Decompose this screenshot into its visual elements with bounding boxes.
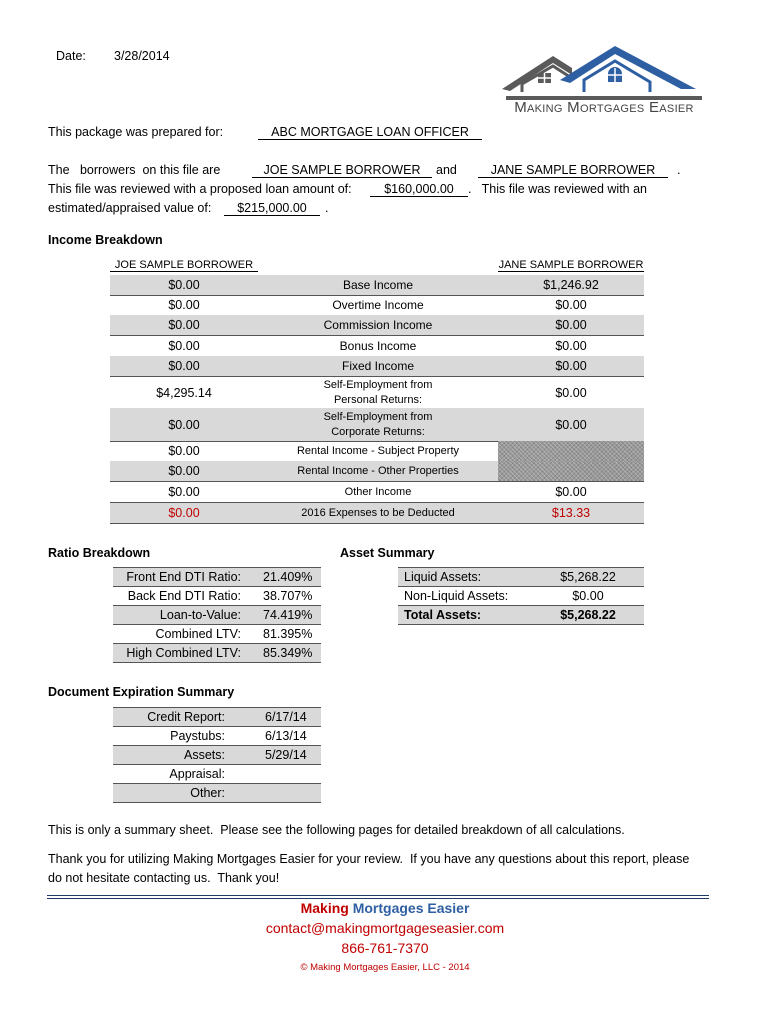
income-row-overtime [110, 295, 644, 316]
income-label-line1: Self-Employment from [323, 410, 433, 423]
thank-you-line2: do not hesitate contacting us. Thank you! [48, 871, 280, 885]
period-3: . [325, 201, 329, 215]
ratio-value: 38.707% [263, 589, 313, 603]
ratio-value: 85.349% [263, 646, 313, 660]
footer-brand-word1: Making [300, 900, 349, 916]
income-label: Rental Income - Other Properties [297, 465, 459, 477]
ratio-label: Loan-to-Value: [159, 608, 241, 622]
income-label [258, 408, 498, 441]
jane-value: $0.00 [555, 359, 587, 373]
income-title: Income Breakdown [48, 233, 163, 247]
doc-label: Assets: [184, 748, 225, 762]
ratio-label: Combined LTV: [155, 627, 241, 641]
asset-value: $5,268.22 [560, 608, 616, 622]
joe-value: $0.00 [168, 417, 200, 432]
income-row-commission [110, 315, 644, 336]
asset-title: Asset Summary [340, 546, 435, 560]
jane-value: $0.00 [555, 318, 587, 332]
ratio-value: 74.419% [263, 608, 313, 622]
footer-divider-top [47, 895, 709, 896]
date-value: 3/28/2014 [114, 49, 170, 63]
jane-value: $0.00 [555, 298, 587, 312]
asset-label: Liquid Assets: [404, 570, 482, 584]
jane-value: $0.00 [555, 485, 587, 499]
asset-label: Total Assets: [404, 608, 482, 622]
joe-value: $0.00 [168, 339, 200, 353]
ratio-row [113, 587, 321, 606]
jane-value-disabled [498, 441, 644, 461]
loan-amount-text: This file was reviewed with a proposed loan amount of: [48, 182, 352, 196]
doc-row [113, 784, 321, 803]
house-roof-icon [498, 44, 708, 104]
asset-value: $5,268.22 [560, 570, 616, 584]
footer-brand-word2: Mortgages Easier [352, 900, 470, 916]
footer-copyright: © Making Mortgages Easier, LLC - 2014 [300, 962, 470, 973]
income-label: Commission Income [323, 318, 433, 332]
summary-note: This is only a summary sheet. Please see the following pages for detailed breakdown of all calculations. [48, 823, 625, 837]
ratio-row [113, 625, 321, 644]
jane-value: $13.33 [551, 506, 591, 520]
period-1: . [677, 163, 681, 177]
jane-value-disabled [498, 461, 644, 481]
joe-value: $0.00 [168, 298, 200, 312]
income-row-base [110, 275, 644, 296]
joe-value: $4,295.14 [156, 385, 212, 400]
income-row-fixed [110, 356, 644, 377]
doc-date: 6/17/14 [265, 710, 307, 724]
income-label: 2016 Expenses to be Deducted [301, 507, 455, 519]
doc-label: Other: [190, 786, 225, 800]
prepared-for-label: This package was prepared for: [48, 125, 224, 139]
income-row-other [110, 482, 644, 503]
joe-value: $0.00 [168, 464, 200, 478]
ratio-row [113, 606, 321, 625]
ratio-label: High Combined LTV: [126, 646, 241, 660]
joe-value: $0.00 [168, 359, 200, 373]
company-logo [498, 44, 708, 120]
jane-value: $0.00 [555, 385, 587, 400]
doc-label: Paystubs: [170, 729, 225, 743]
logo-text: Making Mortgages Easier [514, 99, 694, 116]
joe-value: $0.00 [168, 444, 200, 458]
footer-phone: 866-761-7370 [341, 940, 429, 956]
doc-label: Credit Report: [147, 710, 225, 724]
income-right-header: JANE SAMPLE BORROWER [498, 259, 644, 271]
appraised-text: estimated/appraised value of: [48, 201, 212, 215]
income-label: Fixed Income [341, 359, 415, 373]
income-label [258, 377, 498, 408]
ratio-title: Ratio Breakdown [48, 546, 151, 560]
reviewed-text: . This file was reviewed with an [468, 182, 648, 196]
ratio-row [113, 644, 321, 663]
doc-row [113, 746, 321, 765]
income-row-self-employment-personal [110, 377, 644, 409]
joe-value: $0.00 [168, 318, 200, 332]
doc-date: 5/29/14 [265, 748, 307, 762]
asset-row [398, 568, 644, 587]
ratio-label: Back End DTI Ratio: [127, 589, 241, 603]
ratio-row [113, 568, 321, 587]
asset-value: $0.00 [572, 589, 604, 603]
doc-row [113, 765, 321, 784]
ratio-value: 81.395% [263, 627, 313, 641]
loan-amount: $160,000.00 [370, 182, 468, 197]
income-label: Rental Income - Subject Property [296, 445, 460, 457]
thank-you-line1: Thank you for utilizing Making Mortgages Easier for your review. If you have any questions about this report, please [48, 852, 690, 866]
footer-email[interactable]: contact@makingmortgageseasier.com [265, 920, 505, 936]
doc-label: Appraisal: [169, 767, 225, 781]
joe-value: $0.00 [168, 485, 200, 499]
ratio-value: 21.409% [263, 570, 313, 584]
joe-value: $0.00 [168, 506, 200, 520]
income-row-expenses [110, 503, 644, 524]
income-row-rental-subject [110, 441, 644, 462]
and-text: and [436, 163, 457, 177]
borrower-1: JOE SAMPLE BORROWER [252, 163, 432, 178]
asset-row [398, 587, 644, 606]
date-label: Date: [56, 49, 86, 63]
doc-date: 6/13/14 [265, 729, 307, 743]
income-label: Base Income [342, 278, 414, 292]
docs-title: Document Expiration Summary [48, 685, 235, 699]
income-row-bonus [110, 336, 644, 357]
borrowers-text: The borrowers on this file are [48, 163, 221, 177]
doc-row [113, 708, 321, 727]
income-label-line1: Self-Employment from [323, 378, 433, 391]
prepared-for-name: ABC MORTGAGE LOAN OFFICER [258, 125, 482, 140]
ratio-label: Front End DTI Ratio: [126, 570, 241, 584]
asset-row-total [398, 606, 644, 625]
jane-value: $0.00 [555, 417, 587, 432]
appraised-value: $215,000.00 [224, 201, 320, 216]
income-label: Overtime Income [332, 298, 424, 312]
footer-divider-bottom [47, 898, 709, 899]
jane-value: $1,246.92 [543, 278, 599, 292]
income-row-rental-other [110, 461, 644, 482]
income-label-line2: Corporate Returns: [331, 425, 425, 438]
income-row-self-employment-corporate [110, 408, 644, 442]
doc-row [113, 727, 321, 746]
jane-value: $0.00 [555, 339, 587, 353]
income-label: Bonus Income [339, 339, 417, 353]
footer-brand [0, 900, 770, 916]
income-left-header: JOE SAMPLE BORROWER [110, 259, 258, 272]
borrower-2: JANE SAMPLE BORROWER [478, 163, 668, 178]
income-label-line2: Personal Returns: [333, 393, 423, 406]
asset-label: Non-Liquid Assets: [404, 589, 509, 603]
income-label: Other Income [344, 486, 412, 498]
joe-value: $0.00 [168, 278, 200, 292]
